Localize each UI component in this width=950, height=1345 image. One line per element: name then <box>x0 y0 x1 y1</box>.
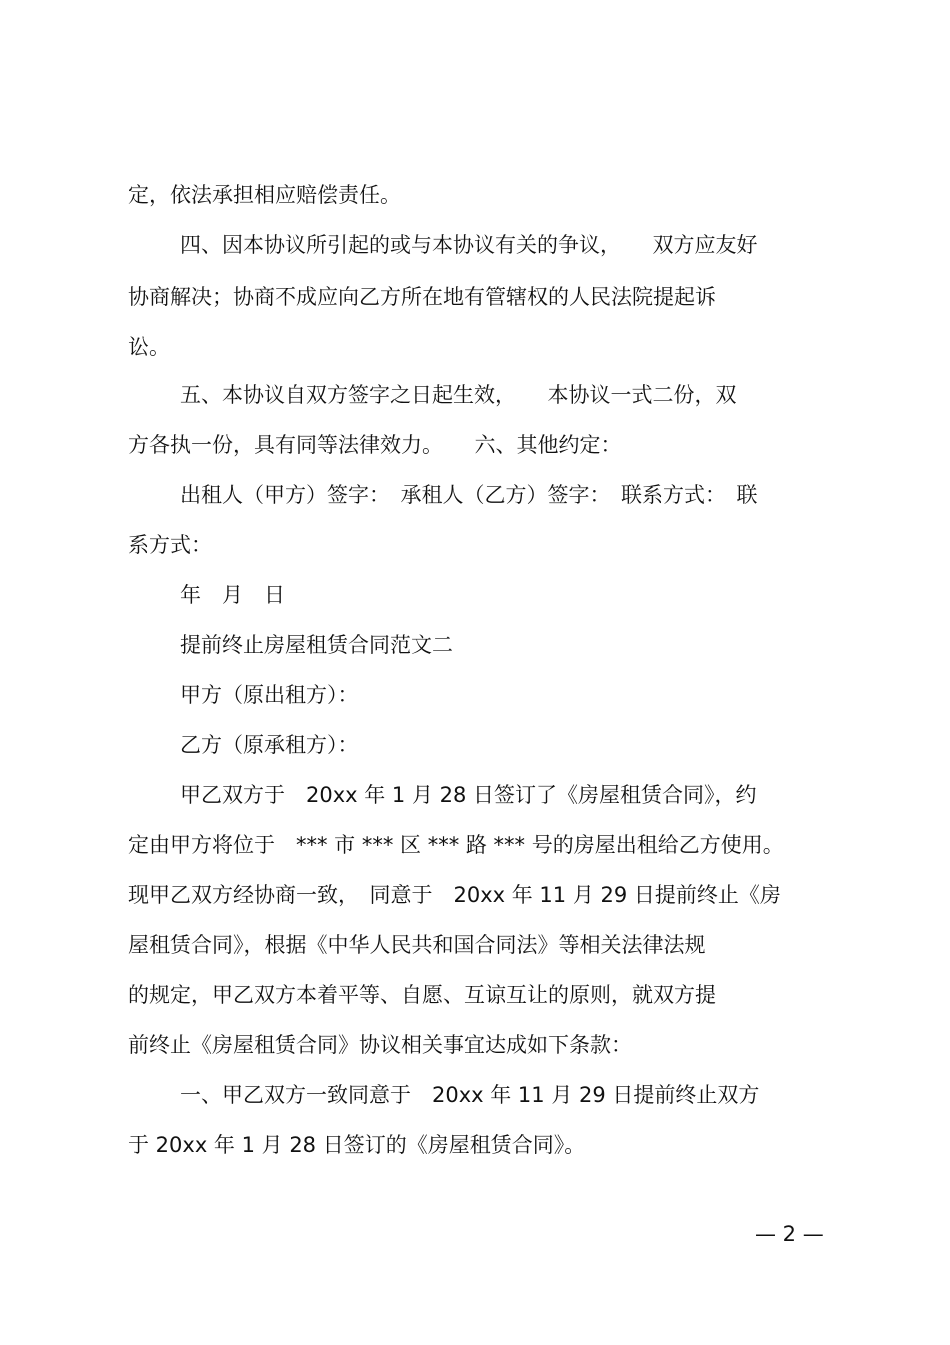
text-line: 协商解决；协商不成应向乙方所在地有管辖权的人民法院提起诉 <box>128 285 716 309</box>
text-line: 屋租赁合同》，根据《中华人民共和国合同法》等相关法律法规 <box>128 933 706 957</box>
text-line: 甲方（原出租方）： <box>180 683 359 707</box>
text-line: 年 月 日 <box>180 583 285 607</box>
text-line: 乙方（原承租方）： <box>180 733 359 757</box>
text-line: 出租人（甲方）签字： 承租人（乙方）签字： 联系方式： 联 <box>180 483 758 507</box>
text-line: 定，依法承担相应赔偿责任。 <box>128 183 401 207</box>
text-line: 现甲乙双方经协商一致， 同意于 20xx 年 11 月 29 日提前终止《房 <box>128 883 781 907</box>
text-line: 系方式： <box>128 533 212 557</box>
text-line: 定由甲方将位于 *** 市 *** 区 *** 路 *** 号的房屋出租给乙方使用。 <box>128 833 784 857</box>
text-line: 于 20xx 年 1 月 28 日签订的《房屋租赁合同》。 <box>128 1133 586 1157</box>
text-line: 一、甲乙双方一致同意于 20xx 年 11 月 29 日提前终止双方 <box>180 1083 760 1107</box>
text-line: 前终止《房屋租赁合同》协议相关事宜达成如下条款： <box>128 1033 632 1057</box>
text-line: 的规定，甲乙双方本着平等、自愿、互谅互让的原则，就双方提 <box>128 983 716 1007</box>
text-line: 方各执一份，具有同等法律效力。 六、其他约定： <box>128 433 622 457</box>
text-line: 五、本协议自双方签字之日起生效， 本协议一式二份，双 <box>180 383 737 407</box>
section-title: 提前终止房屋租赁合同范文二 <box>180 633 453 657</box>
text-line: 讼。 <box>128 335 170 359</box>
page-number: — 2 — <box>755 1222 824 1246</box>
text-line: 四、因本协议所引起的或与本协议有关的争议， 双方应友好 <box>180 233 758 257</box>
text-line: 甲乙双方于 20xx 年 1 月 28 日签订了《房屋租赁合同》，约 <box>180 783 757 807</box>
